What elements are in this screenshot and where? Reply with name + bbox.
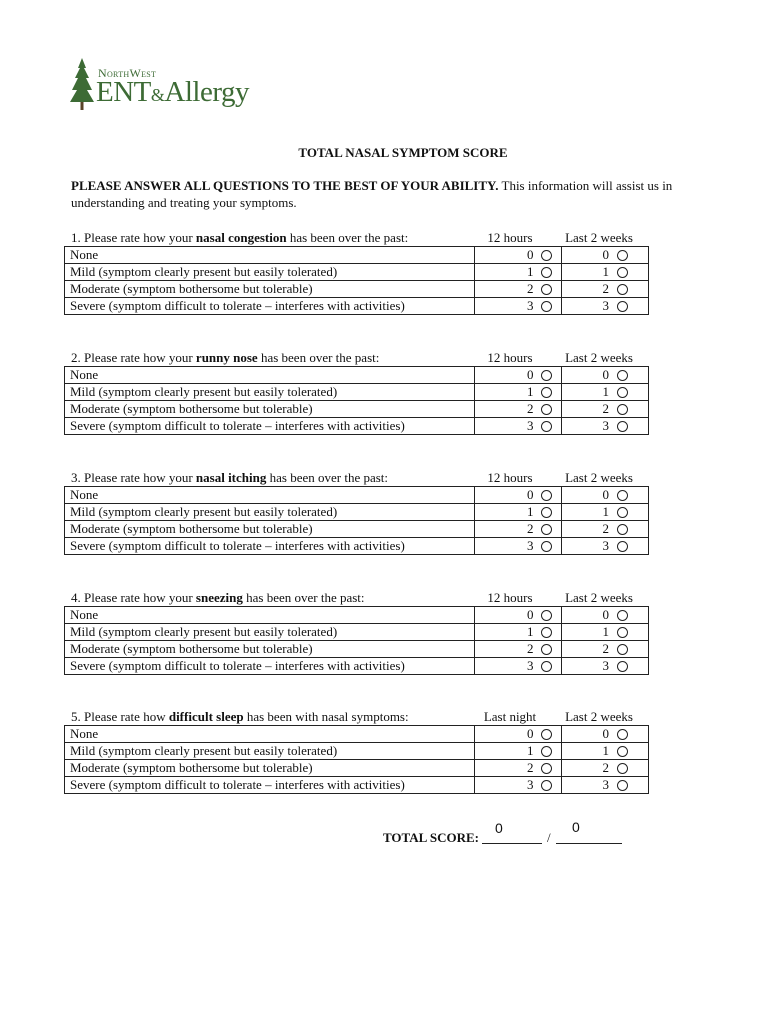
option-cell-two-weeks bbox=[562, 760, 649, 777]
option-label: None bbox=[65, 487, 475, 504]
radio-button[interactable] bbox=[541, 729, 552, 740]
option-cell-recent bbox=[475, 264, 562, 281]
radio-button[interactable] bbox=[541, 404, 552, 415]
option-score: 2 bbox=[602, 641, 609, 656]
option-score: 0 bbox=[602, 367, 609, 382]
option-label: Moderate (symptom bothersome but tolerable) bbox=[65, 521, 475, 538]
option-score: 0 bbox=[526, 607, 534, 622]
logo-northwest: NorthWest bbox=[98, 66, 157, 80]
option-label: Moderate (symptom bothersome but tolerable) bbox=[65, 281, 475, 298]
option-cell-two-weeks bbox=[562, 743, 649, 760]
option-cell-recent bbox=[475, 624, 562, 641]
option-label: Mild (symptom clearly present but easily tolerated) bbox=[65, 384, 475, 401]
radio-button[interactable] bbox=[541, 301, 552, 312]
radio-button[interactable] bbox=[617, 387, 628, 398]
table-row bbox=[65, 538, 649, 555]
option-score: 1 bbox=[602, 504, 609, 519]
option-cell-two-weeks bbox=[562, 264, 649, 281]
table-row bbox=[65, 281, 649, 298]
table-row bbox=[65, 760, 649, 777]
option-score: 1 bbox=[526, 264, 534, 279]
radio-button[interactable] bbox=[541, 284, 552, 295]
intro-text: PLEASE ANSWER ALL QUESTIONS TO THE BEST OF YOUR ABILITY. This information will assist us in understanding and treating your symptoms. bbox=[71, 178, 673, 210]
radio-button[interactable] bbox=[541, 627, 552, 638]
question-text: 3. Please rate how your nasal itching has been over the past: bbox=[71, 470, 389, 485]
radio-button[interactable] bbox=[541, 661, 552, 672]
question-text: 2. Please rate how your runny nose has been over the past: bbox=[71, 350, 380, 365]
option-cell-recent bbox=[475, 658, 562, 675]
option-cell-recent bbox=[475, 367, 562, 384]
option-cell-two-weeks bbox=[562, 658, 649, 675]
radio-button[interactable] bbox=[617, 780, 628, 791]
radio-button[interactable] bbox=[617, 541, 628, 552]
column-header-recent: 12 hours bbox=[487, 470, 533, 485]
option-score: 3 bbox=[526, 418, 534, 433]
column-header-two-weeks: Last 2 weeks bbox=[565, 230, 633, 245]
option-score: 0 bbox=[602, 247, 609, 262]
option-cell-two-weeks bbox=[562, 298, 649, 315]
question-4 bbox=[64, 589, 650, 675]
total-score-value-2[interactable]: 0 bbox=[572, 819, 580, 835]
table-row bbox=[65, 726, 649, 743]
options-table bbox=[64, 606, 649, 675]
option-cell-recent bbox=[475, 777, 562, 794]
option-cell-two-weeks bbox=[562, 726, 649, 743]
option-label: Severe (symptom difficult to tolerate – interferes with activities) bbox=[65, 658, 475, 675]
table-row bbox=[65, 384, 649, 401]
option-cell-two-weeks bbox=[562, 504, 649, 521]
radio-button[interactable] bbox=[617, 524, 628, 535]
radio-button[interactable] bbox=[617, 421, 628, 432]
option-label: Moderate (symptom bothersome but tolerable) bbox=[65, 641, 475, 658]
table-row bbox=[65, 367, 649, 384]
option-score: 1 bbox=[526, 504, 534, 519]
radio-button[interactable] bbox=[541, 644, 552, 655]
question-header bbox=[64, 708, 650, 725]
radio-button[interactable] bbox=[617, 301, 628, 312]
column-header-recent: 12 hours bbox=[487, 350, 533, 365]
option-cell-recent bbox=[475, 726, 562, 743]
option-score: 3 bbox=[526, 658, 534, 673]
option-label: None bbox=[65, 367, 475, 384]
logo-wordmark: ENT&Allergy bbox=[96, 76, 249, 108]
option-score: 1 bbox=[526, 384, 534, 399]
option-label: None bbox=[65, 726, 475, 743]
option-label: Severe (symptom difficult to tolerate – interferes with activities) bbox=[65, 538, 475, 555]
option-cell-recent bbox=[475, 281, 562, 298]
question-header bbox=[64, 229, 650, 246]
table-row bbox=[65, 504, 649, 521]
option-score: 3 bbox=[526, 298, 534, 313]
option-cell-recent bbox=[475, 298, 562, 315]
table-row bbox=[65, 641, 649, 658]
tree-icon bbox=[70, 58, 94, 110]
option-cell-two-weeks bbox=[562, 487, 649, 504]
radio-button[interactable] bbox=[617, 507, 628, 518]
column-header-two-weeks: Last 2 weeks bbox=[565, 350, 633, 365]
option-score: 0 bbox=[602, 487, 609, 502]
radio-button[interactable] bbox=[617, 284, 628, 295]
radio-button[interactable] bbox=[541, 746, 552, 757]
option-score: 0 bbox=[526, 247, 534, 262]
radio-button[interactable] bbox=[617, 404, 628, 415]
radio-button[interactable] bbox=[541, 490, 552, 501]
radio-button[interactable] bbox=[617, 267, 628, 278]
options-table bbox=[64, 486, 649, 555]
option-score: 3 bbox=[602, 538, 609, 553]
radio-button[interactable] bbox=[541, 387, 552, 398]
option-cell-recent bbox=[475, 504, 562, 521]
option-cell-two-weeks bbox=[562, 281, 649, 298]
option-cell-recent bbox=[475, 247, 562, 264]
radio-button[interactable] bbox=[541, 763, 552, 774]
option-cell-recent bbox=[475, 760, 562, 777]
logo bbox=[68, 56, 248, 114]
total-score-line-1 bbox=[482, 843, 542, 844]
option-score: 0 bbox=[526, 367, 534, 382]
option-cell-two-weeks bbox=[562, 538, 649, 555]
question-2 bbox=[64, 349, 650, 435]
option-cell-recent bbox=[475, 538, 562, 555]
option-cell-two-weeks bbox=[562, 777, 649, 794]
option-score: 3 bbox=[526, 538, 534, 553]
option-label: Mild (symptom clearly present but easily tolerated) bbox=[65, 624, 475, 641]
options-table bbox=[64, 246, 649, 315]
option-score: 2 bbox=[526, 641, 534, 656]
option-score: 0 bbox=[526, 726, 534, 741]
table-row bbox=[65, 624, 649, 641]
option-cell-recent bbox=[475, 607, 562, 624]
option-cell-recent bbox=[475, 521, 562, 538]
table-row bbox=[65, 298, 649, 315]
question-3 bbox=[64, 469, 650, 555]
option-label: Mild (symptom clearly present but easily tolerated) bbox=[65, 504, 475, 521]
option-label: Moderate (symptom bothersome but tolerable) bbox=[65, 760, 475, 777]
option-cell-two-weeks bbox=[562, 521, 649, 538]
options-table bbox=[64, 725, 649, 794]
column-header-two-weeks: Last 2 weeks bbox=[565, 470, 633, 485]
option-cell-two-weeks bbox=[562, 367, 649, 384]
question-text: 1. Please rate how your nasal congestion has been over the past: bbox=[71, 230, 409, 245]
column-header-recent: 12 hours bbox=[487, 230, 533, 245]
column-header-recent: Last night bbox=[483, 709, 537, 724]
option-cell-recent bbox=[475, 418, 562, 435]
radio-button[interactable] bbox=[617, 490, 628, 501]
radio-button[interactable] bbox=[617, 763, 628, 774]
table-row bbox=[65, 743, 649, 760]
question-1 bbox=[64, 229, 650, 315]
options-table bbox=[64, 366, 649, 435]
table-row bbox=[65, 487, 649, 504]
option-score: 3 bbox=[602, 298, 609, 313]
radio-button[interactable] bbox=[617, 250, 628, 261]
option-score: 2 bbox=[526, 521, 534, 536]
option-cell-two-weeks bbox=[562, 247, 649, 264]
column-header-two-weeks: Last 2 weeks bbox=[565, 590, 633, 605]
option-score: 0 bbox=[526, 487, 534, 502]
radio-button[interactable] bbox=[541, 541, 552, 552]
option-score: 1 bbox=[602, 624, 609, 639]
radio-button[interactable] bbox=[617, 661, 628, 672]
option-score: 1 bbox=[602, 264, 609, 279]
radio-button[interactable] bbox=[541, 421, 552, 432]
form-title: TOTAL NASAL SYMPTOM SCORE bbox=[298, 145, 508, 160]
option-score: 3 bbox=[602, 777, 609, 792]
question-header bbox=[64, 469, 650, 486]
option-score: 2 bbox=[526, 760, 534, 775]
option-cell-two-weeks bbox=[562, 384, 649, 401]
option-cell-recent bbox=[475, 487, 562, 504]
table-row bbox=[65, 247, 649, 264]
option-cell-two-weeks bbox=[562, 418, 649, 435]
table-row bbox=[65, 658, 649, 675]
table-row bbox=[65, 777, 649, 794]
question-header bbox=[64, 589, 650, 606]
option-cell-two-weeks bbox=[562, 607, 649, 624]
option-score: 2 bbox=[602, 281, 609, 296]
column-header-recent: 12 hours bbox=[487, 590, 533, 605]
option-label: Mild (symptom clearly present but easily tolerated) bbox=[65, 743, 475, 760]
option-cell-recent bbox=[475, 743, 562, 760]
option-cell-recent bbox=[475, 384, 562, 401]
option-score: 2 bbox=[602, 760, 609, 775]
option-score: 2 bbox=[602, 521, 609, 536]
option-label: None bbox=[65, 247, 475, 264]
option-cell-recent bbox=[475, 401, 562, 418]
radio-button[interactable] bbox=[617, 370, 628, 381]
total-score-label: TOTAL SCORE: bbox=[383, 830, 479, 845]
option-label: None bbox=[65, 607, 475, 624]
option-label: Severe (symptom difficult to tolerate – interferes with activities) bbox=[65, 777, 475, 794]
option-score: 3 bbox=[602, 418, 609, 433]
radio-button[interactable] bbox=[541, 250, 552, 261]
option-score: 3 bbox=[526, 777, 534, 792]
table-row bbox=[65, 264, 649, 281]
radio-button[interactable] bbox=[617, 746, 628, 757]
table-row bbox=[65, 521, 649, 538]
option-score: 0 bbox=[602, 726, 609, 741]
option-cell-recent bbox=[475, 641, 562, 658]
option-score: 1 bbox=[602, 743, 609, 758]
option-score: 2 bbox=[526, 401, 534, 416]
question-text: 5. Please rate how difficult sleep has been with nasal symptoms: bbox=[71, 709, 409, 724]
radio-button[interactable] bbox=[617, 729, 628, 740]
option-score: 3 bbox=[602, 658, 609, 673]
radio-button[interactable] bbox=[617, 627, 628, 638]
total-score bbox=[383, 820, 643, 850]
option-score: 0 bbox=[602, 607, 609, 622]
option-cell-two-weeks bbox=[562, 401, 649, 418]
radio-button[interactable] bbox=[541, 507, 552, 518]
column-header-two-weeks: Last 2 weeks bbox=[565, 709, 633, 724]
option-score: 1 bbox=[602, 384, 609, 399]
question-5 bbox=[64, 708, 650, 794]
table-row bbox=[65, 418, 649, 435]
option-score: 2 bbox=[602, 401, 609, 416]
radio-button[interactable] bbox=[541, 780, 552, 791]
option-label: Moderate (symptom bothersome but tolerable) bbox=[65, 401, 475, 418]
option-score: 1 bbox=[526, 624, 534, 639]
option-cell-two-weeks bbox=[562, 624, 649, 641]
radio-button[interactable] bbox=[617, 610, 628, 621]
radio-button[interactable] bbox=[541, 267, 552, 278]
option-score: 2 bbox=[526, 281, 534, 296]
table-row bbox=[65, 607, 649, 624]
radio-button[interactable] bbox=[541, 610, 552, 621]
option-label: Mild (symptom clearly present but easily tolerated) bbox=[65, 264, 475, 281]
option-cell-two-weeks bbox=[562, 641, 649, 658]
total-score-value-1[interactable]: 0 bbox=[495, 820, 503, 836]
option-label: Severe (symptom difficult to tolerate – interferes with activities) bbox=[65, 418, 475, 435]
question-header bbox=[64, 349, 650, 366]
radio-button[interactable] bbox=[541, 370, 552, 381]
total-score-line-2 bbox=[556, 843, 622, 844]
table-row bbox=[65, 401, 649, 418]
radio-button[interactable] bbox=[617, 644, 628, 655]
option-score: 1 bbox=[526, 743, 534, 758]
question-text: 4. Please rate how your sneezing has been over the past: bbox=[71, 590, 365, 605]
total-score-separator: / bbox=[547, 830, 551, 845]
radio-button[interactable] bbox=[541, 524, 552, 535]
option-label: Severe (symptom difficult to tolerate – interferes with activities) bbox=[65, 298, 475, 315]
